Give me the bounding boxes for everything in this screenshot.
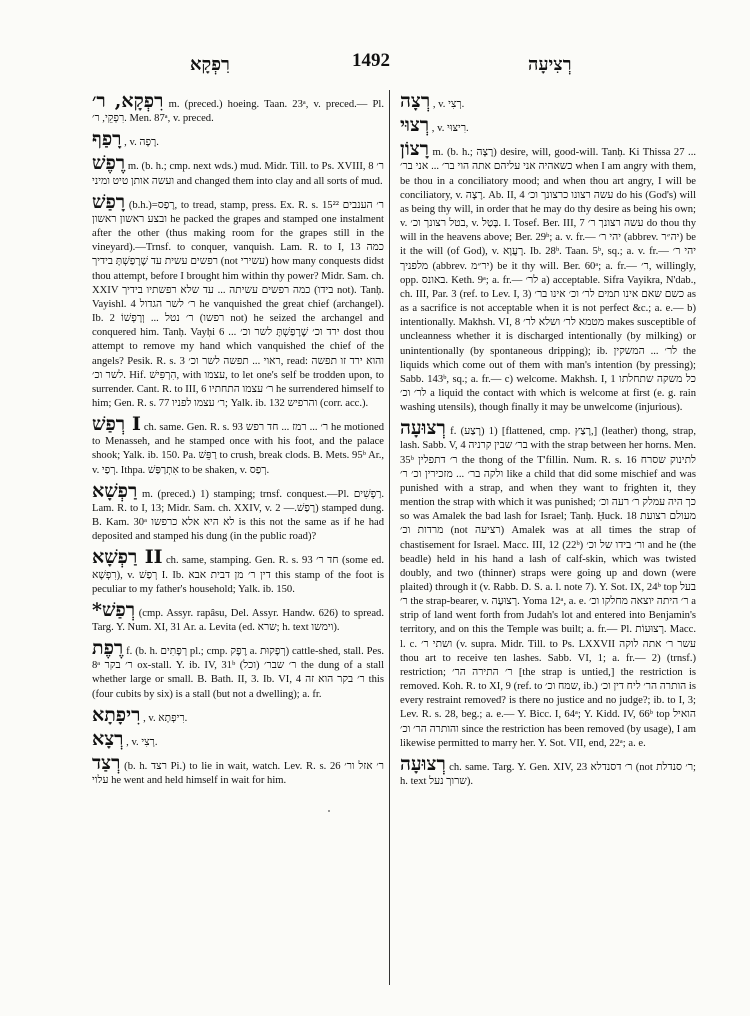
entry-headword: רָפַף	[92, 128, 122, 151]
dictionary-entry	[92, 548, 384, 596]
right-column	[400, 92, 696, 998]
dictionary-entry	[92, 130, 384, 150]
entry-headword: רָפַשׁ	[92, 190, 126, 213]
entry-definition: (b.h.)=רָפַס, to tread, stamp, press. Ex. R. s. 15²² ר׳ הענבים ובצע ראשון ראשון he packed the grapes and stamped one instalment after the other (thus making room for the grapes still in the vineyard).—Trnsf. to conquer, vanquish. Lam. R. to I, 13 כמה רפשים עשית עד שֶׁרָפַשְׁתָּ בידיך (not עשירי) how many conquests didst thou attempt, before I brought him within thy power? Midr. Sam. ch. XXIV כמה רפשים עשיתה ... עד שלא רפשתיו בידיך (בידו not). Tanḥ. Vayishl. 4 ר׳ לשר הגדול he vanquished the great chief (archangel). Ib. 2 ר׳ נטל ... וְרָפְשׁוֹ (רפשו not) he seized the archangel and conquered him. Tanḥ. Vayḥi 6 ... ירד וכ׳ שֶׁרָפַשְׁתָּ לשר וכ׳ dost thou attempt to remove my hand which vanquished the chief of the angels? Pesik. R. s. 3 ראוי ... תפשה לשר וכ׳, read: והוא ירד זו תפשה לשר וכ׳. Hif. הִרְפִּישׁ, with עצמו, to let one's self be trodden upon, to surrender. Cant. R. to III, 6 ר׳ עצמו התחתיו he surrendered himself to him; Gen. R. s. 77 ר׳ עצמו לפניו; Yalk. ib. 132 והרפיש (corr. acc.).	[92, 199, 384, 409]
dictionary-entry	[400, 116, 696, 136]
dictionary-entry	[92, 415, 384, 478]
entry-definition: , v. רְצִי.	[126, 736, 158, 748]
dictionary-entry	[400, 419, 696, 751]
dictionary-entry	[92, 727, 384, 750]
page-number: 1492	[352, 50, 390, 71]
entry-headword: רֶפֶת	[92, 637, 124, 660]
dictionary-entry	[92, 703, 384, 726]
entry-headword: רִפְקָא, ר׳	[92, 92, 164, 112]
entry-definition: m. (preced.) hoeing. Taan. 23ᵃ, v. preced.— Pl. רִפְקֵי, ר׳. Men. 87ᵃ, v. preced.	[92, 99, 384, 125]
dictionary-entry	[400, 92, 696, 112]
entry-definition: ch. same. Targ. Y. Gen. XIV, 23 ר׳ דסנדלא (not ר׳ סנדלת; h. text שרוך נעל).	[400, 761, 696, 788]
entry-headword: רֶפֶשׁ	[92, 152, 126, 175]
entry-definition: ch. same, stamping. Gen. R. s. 93 חד ר׳ (some ed. רִפְשָׁא), v. רְפַשׁ I. Ib. דין ר׳ מן דבית אבא this stamp of the foot is peculiar to my father's household; Yalk. ib. 150.	[92, 555, 384, 595]
entry-definition: (b. h. רצד Pi.) to lie in wait, watch. Lev. R. s. 26 ר׳ אזל ור׳ עלוי he went and held himself in wait for him.	[92, 761, 384, 787]
entry-headword: רִיפָתָא	[92, 703, 141, 726]
header-left-catchword: רִפְקָא	[190, 54, 230, 74]
left-column	[92, 92, 384, 998]
entry-headword: רַפְשָׁא II	[92, 546, 163, 569]
print-speck	[328, 810, 330, 812]
entry-headword: רְצוּעָה	[400, 417, 446, 440]
dictionary-entry	[400, 752, 696, 789]
entry-definition: , v. רִיצּוּי.	[431, 123, 469, 135]
entry-definition: , v. רָפָה.	[124, 137, 159, 149]
dictionary-entry	[92, 479, 384, 545]
entry-headword: *רְפַשׁ	[92, 598, 136, 621]
entry-headword: רְפַשׁ I	[92, 413, 141, 436]
header-right-catchword: רְצִיעָה	[528, 54, 572, 74]
entry-definition: ch. same. Gen. R. s. 93 ר׳ ... רמז ... חד רפש he motioned to Menasseh, and he stamped once with his foot, and the palace shook; Yalk. ib. 150. Pa. רַפֵּשׁ to crush, break clods. B. Mets. 95ᵇ Ar., v. רְפַי. Ithpa. אִתְרַפַּשׁ to be shaken, v. רְפַס.	[92, 422, 384, 476]
entry-definition: (cmp. Assyr. rapâsu, Del. Assyr. Handw. 626) to spread. Targ. Y. Num. XI, 31 Ar. a. Levita (ed. שרא; h. text וימשו).	[92, 607, 384, 633]
entry-headword: רְצַד	[92, 752, 121, 775]
entry-headword: רְצָא	[92, 727, 124, 750]
dictionary-entry	[92, 754, 384, 788]
dictionary-entry	[400, 140, 696, 415]
dictionary-entry	[92, 598, 384, 635]
entry-definition: m. (b. h.; רָצָה) desire, will, good-will. Tanḥ. Ki Thissa 27 ... כשאהיה אני עליהם אתה הוי בר׳ ... אני בר׳ when I am angry with them, be thou in a conciliatory mood; and when thou art angry, I will be conciliatory, v. רָצָה. Ab. II, 4 עשה רצונו כרצונך וכ׳ do his (God's) will as being thy will, in order that he may do thy desire as being his own; v. בטל רצונך וכ׳, v. בָּטַל. I. Tosef. Ber. III, 7 עשה רצונך ר׳ do thou thy will in the heavens above; Ber. 29ᵇ; a. v. fr.— יהי ר׳ (abbrev. יה״ר) be it the will (of God), v. רָעֲוָא. Ib. 28ᵇ. Taan. 5ᵇ, sq.; a. v. fr.— יהי ר׳ מלפניך (abbrev. יר״מ) be it thy will. Ber. 60ᵃ; a. fr.— ר׳, willingly, opp. באונס. Keth. 9ᵃ; a. fr.— לר׳ a) acceptable. Sifra Vayikra, N'dab., ch. III, Par. 3 (ref. to Lev. I, 3) כשם שאם אינו תמים לר׳ וכ׳ אינו בר׳ as as a sacrifice is not acceptable when it is not perfect &c.; a. e.— b) intentionally. Makhsh. VI, 8 מטמא לר׳ ושלא לר׳ makes susceptible of uncleanness whether it is discharged intentionally (by milking) or unintentionally (by spontaneous dripping); ib. לר׳ ... המשקין the liquids which come out of them with man's intention (by pressing); Sabb. 143ᵇ, sq.; a. fr.— c) welcome. Makhsh. I, 1 כל משקה שתחלתו לר׳ וכ׳ a liquid the contact with which is welcome at first (e. g. rain washing utensils), though finally it may be unwelcome (injurious).	[400, 147, 696, 414]
entry-headword: רַפְשָׁא	[92, 479, 138, 502]
dictionary-entry	[92, 92, 384, 126]
entry-headword: רְצָה	[400, 92, 431, 112]
entry-headword: רָצוֹן	[400, 138, 429, 161]
running-header	[0, 48, 750, 78]
entry-definition: f. (רָצַע) 1) [flattened, cmp. רָצַץ,] (leather) thong, strap, lash. Sabb. V, 4 בר׳ שבין קרניה with the strap between her horns. Men. 35ᵇ ר׳ דתפלין the thong of the T'fillin. Num. R. s. 16 לתינוק שסרח ולקה בר׳ ... מזכירין וכ׳ ר׳ like a child that did some mischief and was punished with a strap, and when they want to frighten it, they mention the strap with which it was punished; כך היה עמלק ר׳ רעה וכ׳ so was Amalek the bad lash for Israel; Tanḥ. Ḥuck. 18 מעולם רצועת מרדות וכ׳ (not רציעה) Amalek was at all times the strap of chastisement for Israel. Macc. III, 12 (22ᵇ) ור׳ בידו של וכ׳ and he (the beadle) held in his hand a lash of calf-skin, which was twisted doubly, and two (thinner) straps were going up and down (were plaited) through it (v. Rabb. D. S. a. l. note 7). Y. Sot. IX, 24ᵇ top בעל ר׳ the strap-bearer, v. רְצוּעָה. Yoma 12ᵃ, a. e. ר׳ היתה יוצאה מחלקו וכ׳ a strip of land went forth from Judah's lot and entered into Benjamin's territory, and on this the Temple was built; a. fr.— Pl. רְצוּעוֹת. Macc. l. c. ושתי ר׳ (v. supra. Midr. Till. to Ps. LXXVII עשר ר׳ אתה לוקה thou art to receive ten lashes. Sabb. VI, 1; a. fr.— 2) (trnsf.) restriction; ר׳ התירה הר׳ [the strap is untied,] the restriction is removed. Koh. R. to XI, 9 (ref. to שמח וכ׳, ib.) הותרה הר׳ ליח דין וכ׳ is every restraint removed? is there no justice and no judge?; ib. to I, 3; Lev. R. s. 28, beg.; a. e.— Y. Bicc. I, 64ᵃ; Y. Kidd. IV, 66ᵇ top הואיל והותרה הר׳ וכ׳ since the restriction has been removed (by usage), I am likewise permitted to marry her. Y. Sot. VII, end, 22ᵃ; a. e.	[400, 426, 696, 749]
entry-definition: f. (b. h. רְפָתִים pl.; cmp. רֶפֶק a. רְפָקוּת) cattle-shed, stall. Pes. 8ᵃ ר׳ בקר ox-stall. Y. ib. IV, 31ᵇ ר׳ שבר׳ (וכל) the dung of a stall whether large or small. B. Bath. II, 3. Ib. VI, 4 ר׳ בקר הוא זה this (four cubits by six) is a stall (but not a dwelling); a. fr.	[92, 646, 384, 700]
dictionary-entry	[92, 154, 384, 188]
entry-definition: , v. רִיפְתָא.	[143, 712, 188, 724]
entry-headword: רְצוּעָה	[400, 752, 446, 775]
dictionary-entry	[92, 639, 384, 702]
entry-headword: רְצוּי	[400, 114, 430, 137]
column-divider	[389, 90, 390, 985]
dictionary-entry	[92, 190, 384, 411]
entry-definition: , v. רְצִי.	[432, 99, 465, 110]
entry-definition: m. (b. h.; cmp. next wds.) mud. Midr. Till. to Ps. XVIII, 8 ר׳ ועשה אותן טיט ומיני and changed them into clay and all sorts of mud.	[92, 161, 384, 187]
entry-definition: m. (preced.) 1) stamping; trnsf. conquest.—Pl. רַפְשִׁים. Lam. R. to I, 13; Midr. Sam. ch. XXIV, v. רָפַשׁ.— 2) stamped dung. B. Kam. 30ᵃ לא היא אלא כרפשו is this not the same as if he had deposited and stamped his dung (in the public road)?	[92, 488, 384, 543]
